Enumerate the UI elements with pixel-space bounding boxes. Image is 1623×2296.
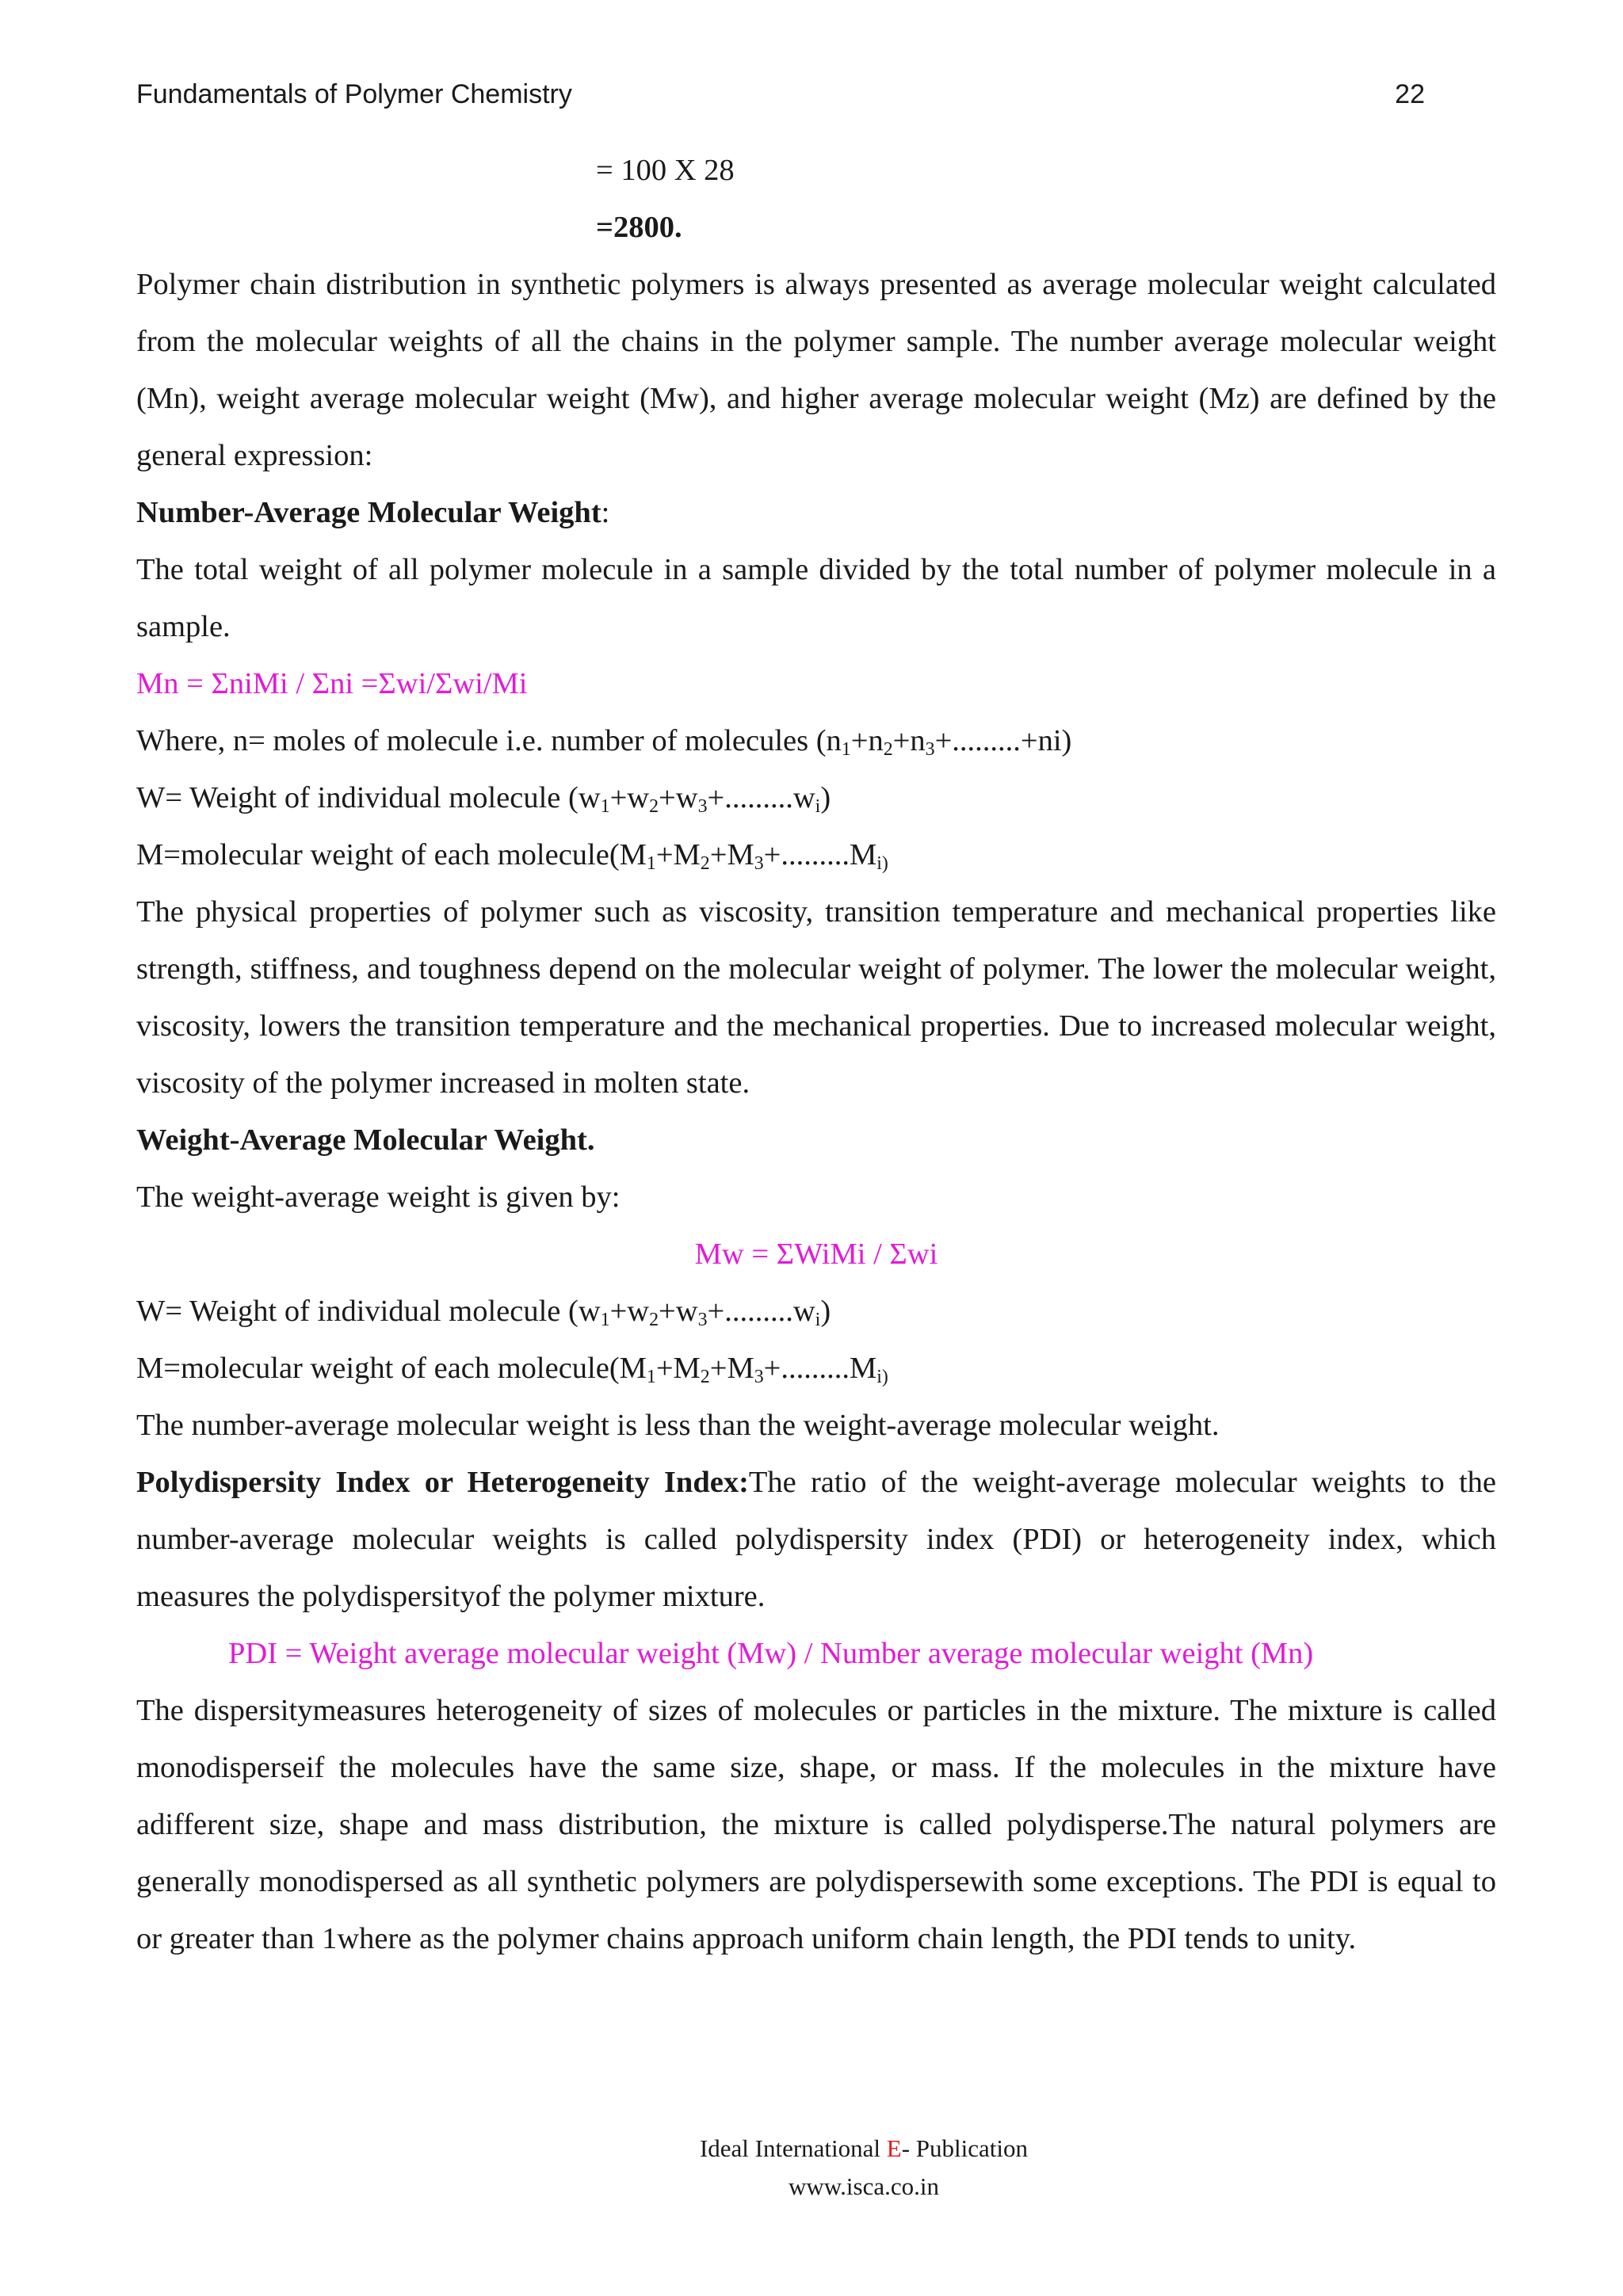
- polydispersity-paragraph: [136, 1454, 1496, 1625]
- polydispersity-heading: Polydispersity Index or Heterogeneity Index:: [136, 1466, 749, 1499]
- where-m-term: +.........M: [763, 1352, 877, 1385]
- where-m-term: +M: [709, 838, 754, 871]
- running-title: Fundamentals of Polymer Chemistry: [136, 79, 572, 109]
- where-w-term: +.........w: [707, 1295, 815, 1328]
- where-m-prefix: M=molecular weight of each molecule(M: [136, 1352, 647, 1385]
- subscript: 3: [754, 852, 764, 874]
- mw-formula: Mw = ΣWiMi / Σwi: [694, 1238, 938, 1271]
- where-w-term: +w: [609, 1295, 650, 1328]
- where-m-term: +M: [709, 1352, 754, 1385]
- where-w-line: [136, 769, 1496, 826]
- page-header: [136, 79, 1425, 119]
- number-average-definition: The total weight of all polymer molecule in a sample divided by the total number of polymer molecule in a sample.: [136, 553, 1496, 643]
- where-n-line: [136, 712, 1496, 769]
- subscript: 1: [646, 1366, 656, 1387]
- publisher-name: Ideal International: [699, 2134, 887, 2162]
- subscript: 1: [600, 1309, 610, 1330]
- mw-where-m-line: [136, 1340, 1496, 1397]
- properties-paragraph: The physical properties of polymer such as viscosity, transition temperature and mechanical properties like strength, stiffness, and toughness depend on the molecular weight of polymer. The lower the molecular weight, viscosity, lowers the transition temperature and the mechanical properties. Due to increased molecular weight, viscosity of the polymer increased in molten state.: [136, 895, 1496, 1100]
- publisher-accent-letter: E: [886, 2134, 902, 2162]
- subscript: i): [876, 852, 888, 874]
- mw-where-w-line: [136, 1283, 1496, 1340]
- subscript: 3: [697, 795, 708, 817]
- subscript: 2: [700, 1366, 710, 1387]
- where-m-line: [136, 826, 1496, 883]
- where-n-term: +n: [892, 724, 926, 757]
- where-n-suffix: +.........+ni): [934, 724, 1072, 757]
- subscript: 1: [600, 795, 610, 817]
- weight-average-heading: Weight-Average Molecular Weight.: [136, 1123, 595, 1157]
- subscript: 1: [646, 852, 656, 874]
- page-footer: [0, 2130, 1623, 2206]
- subscript: i: [815, 1309, 821, 1330]
- where-w-term: +w: [609, 781, 650, 814]
- where-w-term: +w: [659, 1295, 698, 1328]
- publisher-line: [0, 2130, 1623, 2168]
- pdi-formula: PDI = Weight average molecular weight (Mw) / Number average molecular weight (Mn): [228, 1637, 1314, 1670]
- where-w-prefix: W= Weight of individual molecule (w: [136, 781, 601, 814]
- where-m-term: +M: [655, 1352, 701, 1385]
- where-m-term: +.........M: [763, 838, 877, 871]
- where-w-suffix: ): [820, 781, 831, 814]
- website-link[interactable]: www.isca.co.in: [789, 2172, 939, 2200]
- where-n-term: +n: [850, 724, 884, 757]
- subscript: i): [876, 1366, 888, 1387]
- where-w-prefix: W= Weight of individual molecule (w: [136, 1295, 601, 1328]
- polydispersity-definition: The ratio of the weight-average molecular weights to the number-average molecular weights is called polydispersity index (PDI) or heterogeneity index, which measures the polydispersityof the polymer mixture.: [136, 1466, 1496, 1613]
- number-average-heading-text: Number-Average Molecular Weight: [136, 496, 601, 529]
- subscript: 3: [754, 1366, 764, 1387]
- dispersity-paragraph: The dispersitymeasures heterogeneity of sizes of molecules or particles in the mixture. The mixture is called monodisperseif the molecules have the same size, shape, or mass. If the molecules in the mixture have adifferent size, shape and mass distribution, the mixture is called polydisperse.The natural polymers are generally monodispersed as all synthetic polymers are polydispersewith some exceptions. The PDI is equal to or greater than 1where as the polymer chains approach uniform chain length, the PDI tends to unity.: [136, 1694, 1496, 1955]
- publisher-suffix: - Publication: [901, 2134, 1029, 2162]
- subscript: i: [815, 795, 821, 817]
- subscript: 3: [697, 1309, 708, 1330]
- subscript: 3: [925, 738, 935, 760]
- where-m-term: +M: [655, 838, 701, 871]
- page-content: [136, 142, 1496, 1967]
- subscript: 2: [700, 852, 710, 874]
- calculation-line-1: = 100 X 28: [596, 154, 735, 187]
- subscript: 1: [841, 738, 851, 760]
- comparison-sentence: The number-average molecular weight is less than the weight-average molecular weight.: [136, 1409, 1220, 1442]
- subscript: 2: [649, 795, 659, 817]
- calculation-result: =2800.: [596, 211, 682, 244]
- number-average-heading: [136, 484, 1496, 541]
- where-m-prefix: M=molecular weight of each molecule(M: [136, 838, 647, 871]
- intro-paragraph: Polymer chain distribution in synthetic polymers is always presented as average molecular weight calculated from the molecular weights of all the chains in the polymer sample. The number average molecular weight (Mn), weight average molecular weight (Mw), and higher average molecular weight (Mz) are defined by the general expression:: [136, 268, 1496, 472]
- subscript: 2: [883, 738, 893, 760]
- number-average-heading-colon: :: [601, 496, 610, 529]
- where-w-term: +w: [659, 781, 698, 814]
- weight-average-intro: The weight-average weight is given by:: [136, 1180, 621, 1214]
- where-w-suffix: ): [820, 1295, 831, 1328]
- where-n-prefix: Where, n= moles of molecule i.e. number of molecules (n: [136, 724, 842, 757]
- subscript: 2: [649, 1309, 659, 1330]
- where-w-term: +.........w: [707, 781, 815, 814]
- page-number: 22: [1395, 79, 1425, 109]
- mn-formula: Mn = ΣniMi / Σni =Σwi/Σwi/Mi: [136, 667, 528, 700]
